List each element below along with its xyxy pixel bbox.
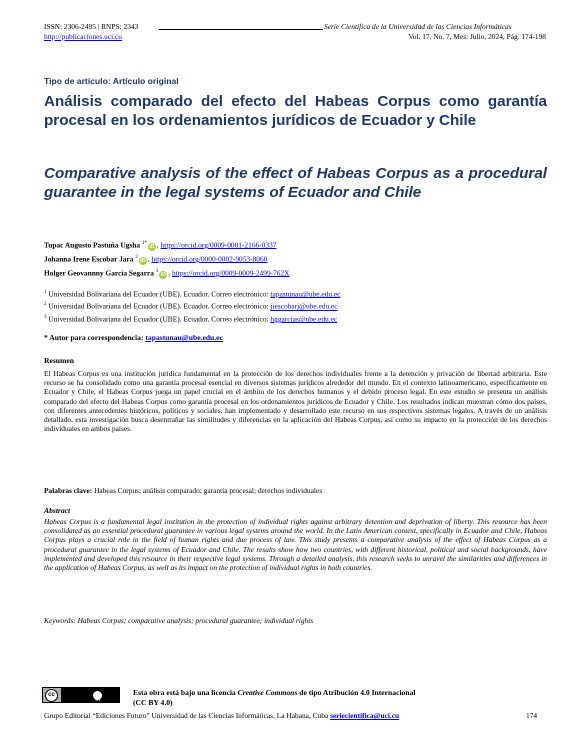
affiliation-sup: 2 [44,302,47,308]
abstract-text: Habeas Corpus is a fundamental legal institution in the protection of individual rights against arbitrary detention and deprivation of liberty. This resource has been consolidated as an essential procedural guarantee in various legal systems around the world. In the Latin American context, specifically in Ecuador and Chile, Habeas Corpus plays a crucial role in the field of human rights and due process of law. This study presents a comparative analysis of the effect of Habeas Corpus as a procedural guarantee in the legal systems of Ecuador and Chile. The results show how two countries, with different historical, political and social backgrounds, have implemented and developed this resource in their respective legal systems. Through a detailed analysis, this research seeks to unravel the similarities and differences in the application of Habeas Corpus, as well as its impact on the protection of individual rights in both countries. [44,517,547,573]
author-name: Tupac Augusto Pastuña Ugsha [44,240,141,250]
orcid-link[interactable]: https://orcid.org/0009-0001-2166-0337 [160,240,277,250]
author-sup: 3 [155,268,159,274]
author-line: Johanna Irene Escobar Jara $^2$iD , https://orcid.org/0000-0002-9053-8060 [44,254,268,265]
author-name: Holger Geovannny García Segarra [44,268,154,278]
palabras-clave-label: Palabras clave: [44,486,93,495]
keywords-label: Keywords: [44,616,76,625]
affiliation-sup: 3 [44,314,47,320]
correspondence-email-link[interactable]: tapastunau@ube.edu.ec [145,333,223,342]
license-text [133,688,513,708]
resumen-heading: Resumen [44,356,74,365]
page-number: 174 [526,711,538,720]
title-spanish: Análisis comparado del efecto del Habeas Corpus como garantía procesal en los ordenamientos jurídicos de Ecuador y Chile [44,93,547,129]
license-cc-name: Creative Commons [237,688,298,697]
palabras-clave [44,486,322,495]
cc-logo-icon: cc [45,689,58,702]
affiliation-email-link[interactable]: jiescobarj@ube.edu.ec [270,301,338,311]
author-name: Johanna Irene Escobar Jara [44,254,134,264]
palabras-clave-text: Habeas Corpus; análisis comparado; garantía procesal; derechos individuales [92,486,323,495]
author-line: Tupac Augusto Pastuña Ugsha $^{1*}$iD , https://orcid.org/0009-0001-2166-0337 [44,240,277,251]
cc-by-label: BY [95,697,101,702]
license-prefix: Esta obra está bajo una licencia [133,688,238,697]
affiliation-item [44,299,544,311]
author-sup: 1* [141,241,147,246]
correspondence-label: * Autor para correspondencia: [44,333,146,342]
affiliation-text: Universidad Bolivariana del Ecuador (UBE). Ecuador. Correo electrónico: [48,289,271,299]
affiliation-sup: 1 [44,290,47,295]
orcid-icon[interactable]: iD [160,272,167,279]
affiliation-item [44,312,544,324]
license-short: (CC BY 4.0) [133,698,173,707]
cc-license-badge[interactable] [42,687,120,703]
author-list [44,238,544,280]
issn-text: ISSN: 2306-2495 | RNPS: 2343 [44,22,139,31]
journal-url-link[interactable]: http://publicaciones.uci.cu [44,32,122,41]
affiliation-email-link[interactable]: hggarcias@ube.edu.ec [270,314,338,324]
footer-text [44,711,399,720]
license-suffix: de tipo Atribución 4.0 Internacional [297,688,416,697]
orcid-link[interactable]: https://orcid.org/0009-0009-2499-762X [172,268,290,278]
affiliation-text: Universidad Bolivariana del Ecuador (UBE). Ecuador. Correo electrónico: [48,301,271,311]
orcid-icon[interactable]: iD [149,244,155,251]
header-rule [159,29,323,30]
affiliation-text: Universidad Bolivariana del Ecuador (UBE). Ecuador. Correo electrónico: [48,314,271,324]
orcid-link[interactable]: https://orcid.org/0000-0002-9053-8060 [151,254,268,264]
author-sup: 2 [135,254,138,260]
article-type: Tipo de artículo: Artículo original [44,76,179,86]
resumen-text: El Habeas Corpus es una institución jurídica fundamental en la protección de los derechos individuales frente a la detención y privación de libertad arbitraria. Este recurso se ha consolidado como una garantía procesal esencial en diversos sistemas jurídicos alrededor del mundo. En el contexto latinoamericano, específicamente en Ecuador y Chile, el Habeas Corpus juega un papel crucial en el ámbito de los derechos humanos y el debido proceso legal. En este estudio se presenta un análisis comparado del efecto del Habeas Corpus como garantía procesal en los ordenamientos jurídicos de Ecuador y Chile. Los resultados indican muestran cómo dos países, con diferentes antecedentes históricos, políticos y sociales, han implementado y desarrollado este recurso en sus respectivos sistemas legales. A través de un análisis detallado, esta investigación busca desentrañar las similitudes y diferencias en la aplicación del Habeas Corpus, así como su impacto en la protección de los derechos individuales en ambos países. [44,369,547,434]
keywords [44,616,313,625]
keywords-text: Habeas Corpus; comparative analysis; procedural guarantee; individual rights [75,616,314,625]
affiliation-list [44,287,544,324]
abstract-heading: Abstract [44,506,71,515]
affiliation-item [44,287,544,299]
footer-publisher: Grupo Editorial “Ediciones Futuro” Universidad de las Ciencias Informáticas. La Habana, Cuba [44,711,331,720]
author-line: Holger Geovannny García Segarra $^3$iD , https://orcid.org/0009-0009-2499-762X [44,268,290,279]
correspondence [44,333,223,342]
orcid-icon[interactable]: iD [140,258,146,265]
affiliation-email-link[interactable]: tapastunau@ube.edu.ec [270,289,341,299]
title-english: Comparative analysis of the effect of Habeas Corpus as a procedural guarantee in the legal systems of Ecuador and Chile [44,165,547,201]
volume-info: Vol. 17, No. 7, Mes: Julio, 2024, Pág. 174-198 [408,32,546,41]
footer-email-link[interactable]: seriecientifica@uci.cu [330,711,400,720]
series-title: Serie Científica de la Universidad de las Ciencias Informáticas [324,22,512,31]
